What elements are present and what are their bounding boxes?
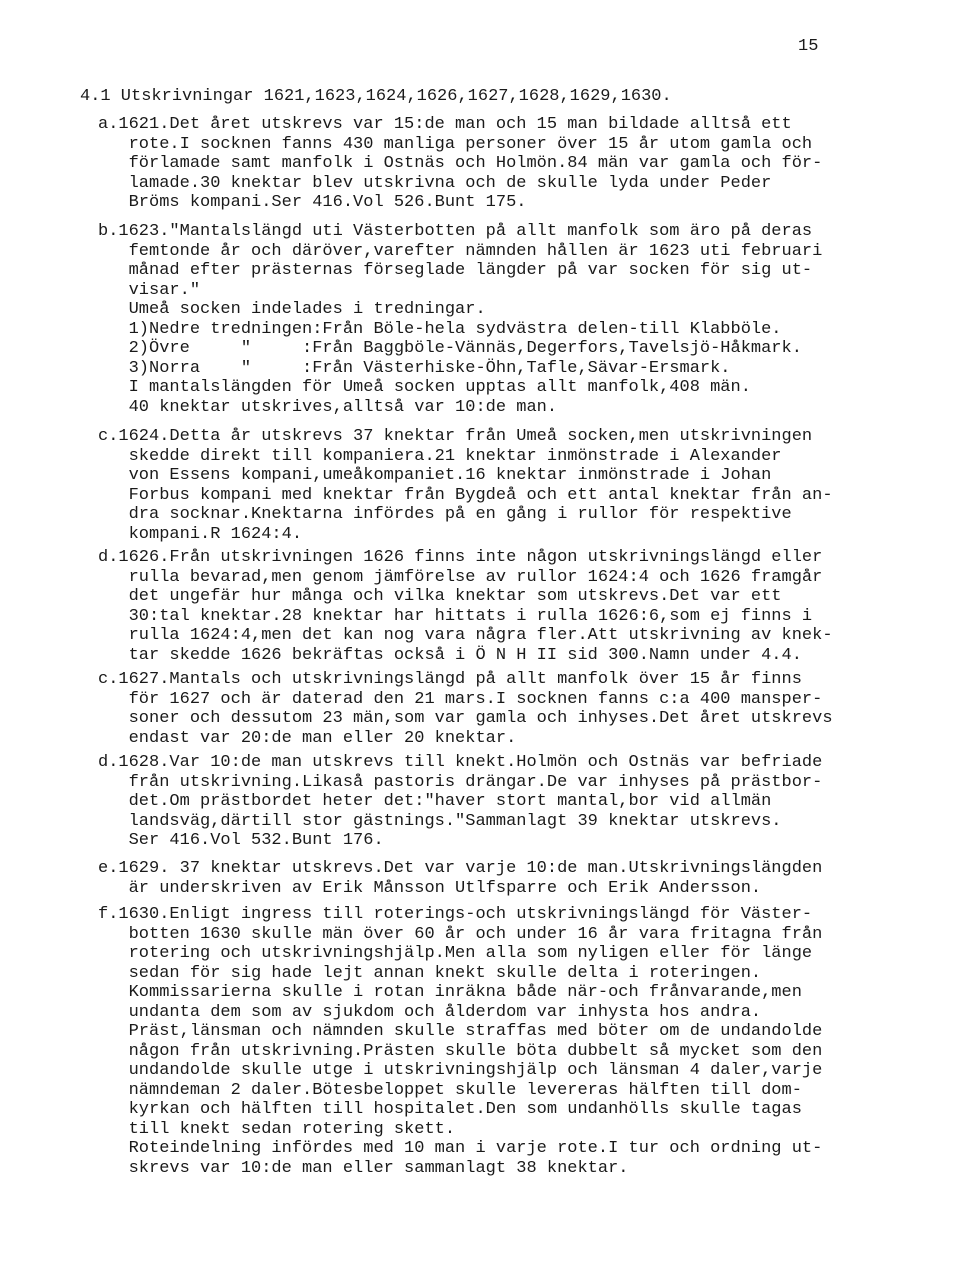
paragraph-a-1621: [98, 115, 898, 213]
text-line: b.1623."Mantalslängd uti Västerbotten på allt manfolk som äro på deras: [98, 222, 813, 241]
text-line: 2)Övre " :Från Baggböle-Vännäs,Degerfors,Tavelsjö-Håkmark.: [98, 339, 802, 358]
text-line: 3)Norra " :Från Västerhiske-Öhn,Tafle,Sävar-Ersmark.: [98, 358, 731, 378]
text-line: för 1627 och är daterad den 21 mars.I socknen fanns c:a 400 mansper-: [98, 689, 823, 709]
text-line: dra socknar.Knektarna infördes på en gång i rullor för respektive: [98, 505, 792, 524]
text-line: 1)Nedre tredningen:Från Böle-hela sydvästra delen-till Klabböle.: [98, 319, 782, 339]
text-line: undanta dem som av sjukdom och ålderdom var inhysta hos andra.: [98, 1002, 762, 1022]
text-line: c.1627.Mantals och utskrivningslängd på allt manfolk över 15 år finns: [98, 670, 802, 689]
text-line: 30:tal knektar.28 knektar har hittats i rulla 1626:6,som ej finns i: [98, 606, 813, 626]
text-line: von Essens kompani,umeåkompaniet.16 knektar inmönstrade i Johan: [98, 466, 772, 485]
text-line: I mantalslängden för Umeå socken upptas allt manfolk,408 män.: [98, 378, 751, 397]
text-line: månad efter prästernas förseglade längder på var socken för sig ut-: [98, 261, 813, 280]
text-line: från utskrivning.Likaså pastoris drängar.De var inhyses på prästbor-: [98, 772, 823, 792]
text-line: skedde direkt till kompaniera.21 knektar inmönstrade i Alexander: [98, 446, 782, 466]
paragraph-d-1626: [98, 548, 898, 665]
text-line: Umeå socken indelades i tredningar.: [98, 300, 486, 319]
text-line: Präst,länsman och nämnden skulle straffas med böter om de undandolde: [98, 1022, 823, 1041]
text-line: e.1629. 37 knektar utskrevs.Det var varje 10:de man.Utskrivningslängden: [98, 859, 823, 878]
text-line: skrevs var 10:de man eller sammanlagt 38 knektar.: [98, 1158, 629, 1178]
paragraph-c-1627: [98, 670, 898, 748]
text-line: förlamade samt manfolk i Ostnäs och Holmön.84 män var gamla och för-: [98, 154, 823, 173]
text-line: Kommissarierna skulle i rotan inräkna både när-och frånvarande,men: [98, 983, 802, 1002]
paragraph-c-1624: [98, 427, 898, 544]
text-line: lamade.30 knektar blev utskrivna och de skulle lyda under Peder: [98, 173, 772, 193]
text-line: det.Om prästbordet heter det:"haver stort mantal,bor vid allmän: [98, 792, 772, 811]
text-line: kompani.R 1624:4.: [98, 524, 303, 544]
paragraph-f-1630: [98, 905, 898, 1178]
text-line: någon från utskrivning.Prästen skulle böta dubbelt så mycket som den: [98, 1041, 823, 1061]
text-line: endast var 20:de man eller 20 knektar.: [98, 728, 517, 748]
text-line: undandolde skulle utge i utskrivningshjälp och länsman 4 daler,varje: [98, 1061, 823, 1080]
text-line: rulla 1624:4,men det kan nog vara några fler.Att utskrivning av knek-: [98, 626, 833, 645]
text-line: d.1628.Var 10:de man utskrevs till knekt.Holmön och Ostnäs var befriade: [98, 753, 823, 772]
page-number: 15: [798, 37, 819, 56]
text-line: tar skedde 1626 bekräftas också i Ö N H II sid 300.Namn under 4.4.: [98, 645, 802, 665]
text-line: c.1624.Detta år utskrevs 37 knektar från Umeå socken,men utskrivningen: [98, 427, 813, 446]
text-line: är underskriven av Erik Månsson Utlfsparre och Erik Andersson.: [98, 878, 762, 898]
text-line: 40 knektar utskrives,alltså var 10:de man.: [98, 397, 558, 417]
paragraph-b-1623: [98, 222, 898, 417]
text-line: rote.I socknen fanns 430 manliga personer över 15 år utom gamla och: [98, 134, 813, 154]
text-line: Roteindelning infördes med 10 man i varje rote.I tur och ordning ut-: [98, 1139, 823, 1158]
text-line: nämndeman 2 daler.Bötesbeloppet skulle levereras hälften till dom-: [98, 1080, 802, 1100]
paragraph-e-1629: [98, 859, 898, 898]
text-line: d.1626.Från utskrivningen 1626 finns inte någon utskrivningslängd eller: [98, 548, 823, 567]
text-line: Ser 416.Vol 532.Bunt 176.: [98, 831, 384, 850]
text-line: Bröms kompani.Ser 416.Vol 526.Bunt 175.: [98, 193, 527, 212]
section-heading: 4.1 Utskrivningar 1621,1623,1624,1626,1627,1628,1629,1630.: [80, 87, 672, 106]
text-line: sedan för sig hade lejt annan knekt skulle delta i roteringen.: [98, 963, 762, 983]
text-line: Forbus kompani med knektar från Bygdeå och ett antal knektar från an-: [98, 485, 833, 505]
text-line: det ungefär hur många och vilka knektar som utskrevs.Det var ett: [98, 587, 782, 606]
text-line: rulla bevarad,men genom jämförelse av rullor 1624:4 och 1626 framgår: [98, 567, 823, 587]
text-line: landsväg,därtill stor gästnings."Sammanlagt 39 knektar utskrevs.: [98, 811, 782, 831]
text-line: visar.": [98, 280, 201, 300]
text-line: botten 1630 skulle män över 60 år och under 16 år vara fritagna från: [98, 924, 823, 944]
text-line: kyrkan och hälften till hospitalet.Den som undanhölls skulle tagas: [98, 1100, 802, 1119]
text-line: rotering och utskrivningshjälp.Men alla som nyligen eller för länge: [98, 944, 813, 963]
text-line: a.1621.Det året utskrevs var 15:de man och 15 man bildade alltså ett: [98, 115, 792, 134]
text-line: till knekt sedan rotering skett.: [98, 1119, 456, 1139]
paragraph-d-1628: [98, 753, 898, 851]
text-line: soner och dessutom 23 män,som var gamla och inhyses.Det året utskrevs: [98, 709, 833, 728]
text-line: femtonde år och däröver,varefter nämnden hållen är 1623 uti februari: [98, 241, 823, 261]
text-line: f.1630.Enligt ingress till roterings-och utskrivningslängd för Väster-: [98, 905, 813, 924]
